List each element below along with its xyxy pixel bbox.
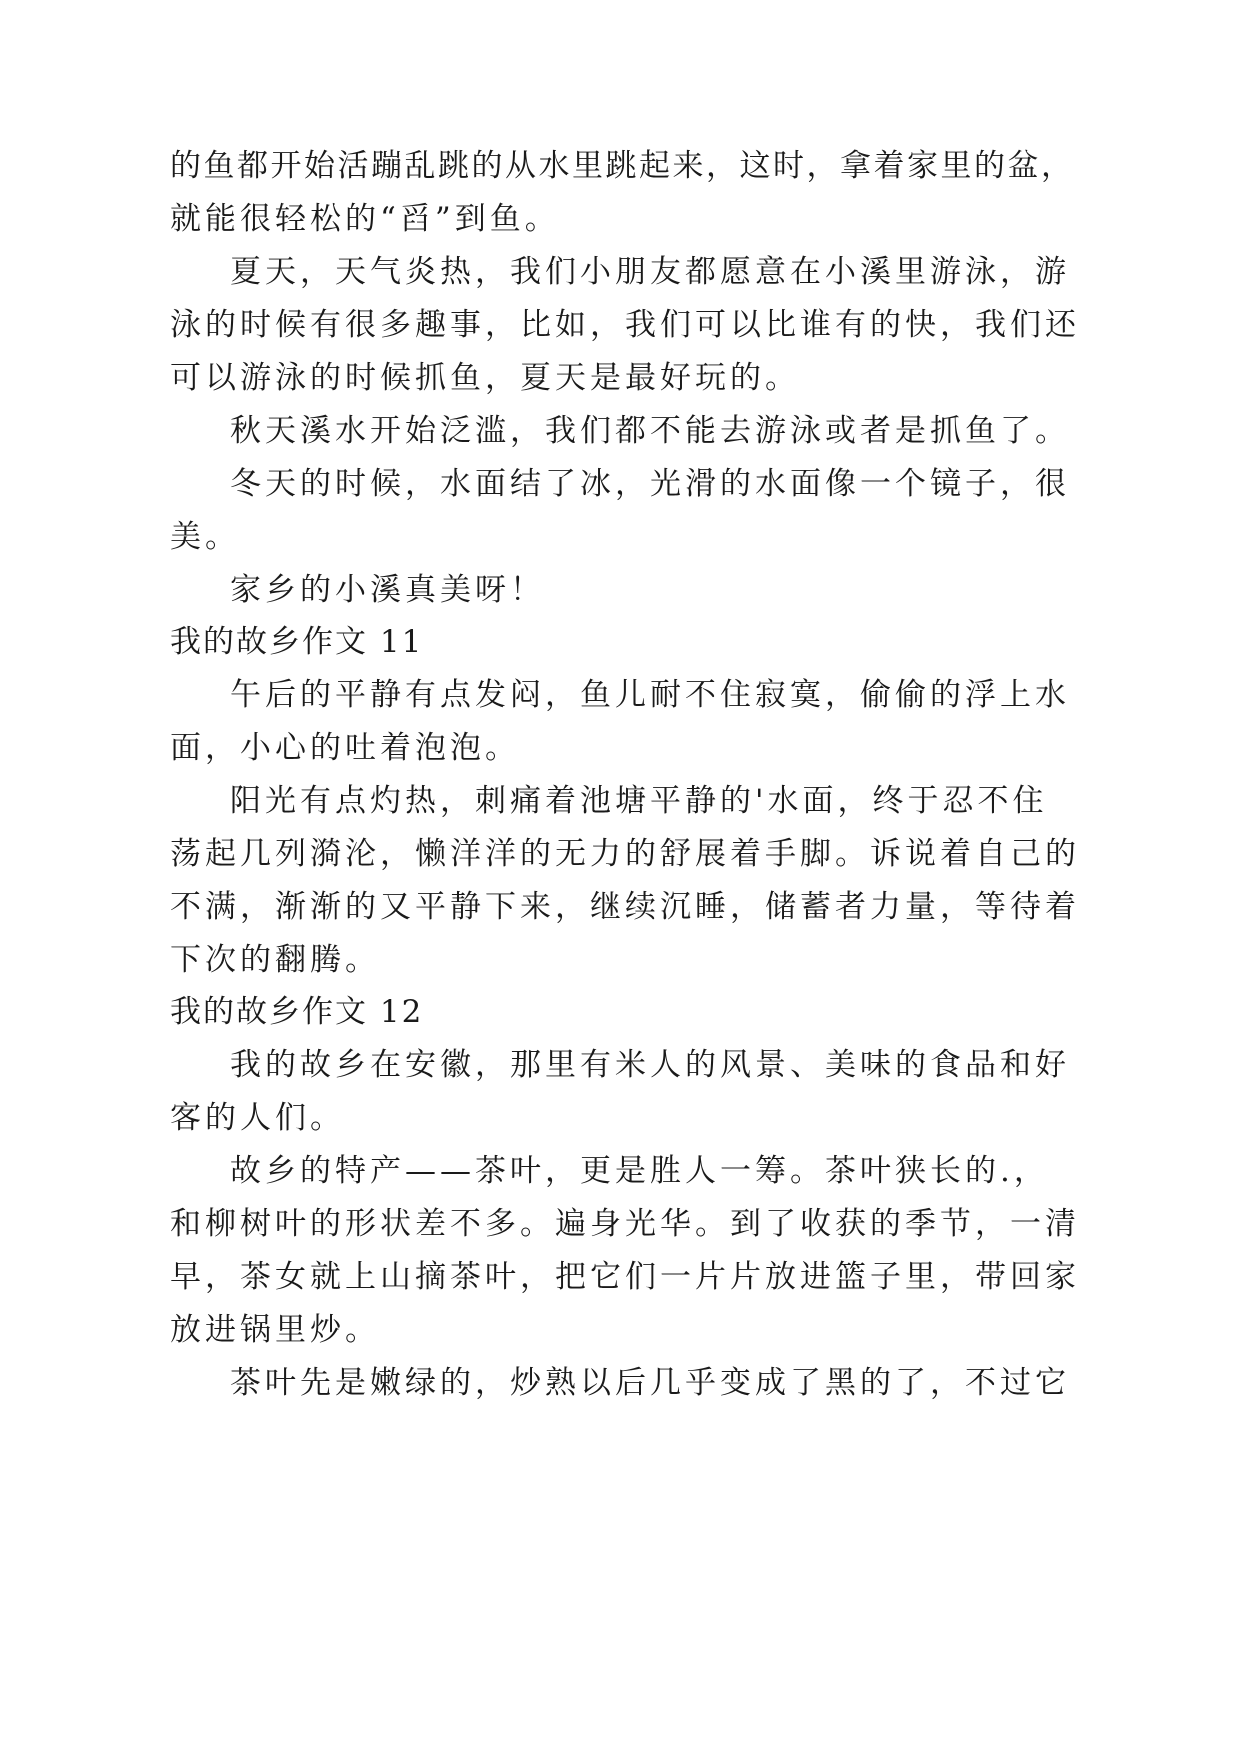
text-line: 客的人们。 — [170, 1100, 345, 1136]
text-line: 放进锅里炒。 — [170, 1312, 380, 1348]
text-line: 和柳树叶的形状差不多。遍身光华。到了收获的季节，一清 — [170, 1206, 1080, 1242]
text-line: 午后的平静有点发闷，鱼儿耐不住寂寞，偷偷的浮上水 — [230, 677, 1070, 713]
text-line: 早，茶女就上山摘茶叶，把它们一片片放进篮子里，带回家 — [170, 1259, 1080, 1295]
section-heading: 我的故乡作文 11 — [170, 624, 424, 660]
text-line: 家乡的小溪真美呀！ — [230, 572, 545, 608]
text-line: 秋天溪水开始泛滥，我们都不能去游泳或者是抓鱼了。 — [230, 413, 1070, 449]
text-line: 的鱼都开始活蹦乱跳的从水里跳起来，这时，拿着家里的盆， — [170, 148, 1075, 184]
text-line: 茶叶先是嫩绿的，炒熟以后几乎变成了黑的了，不过它 — [230, 1365, 1070, 1401]
text-line: 可以游泳的时候抓鱼，夏天是最好玩的。 — [170, 360, 800, 396]
text-line: 不满，渐渐的又平静下来，继续沉睡，储蓄者力量，等待着 — [170, 889, 1080, 925]
text-line: 荡起几列漪沦，懒洋洋的无力的舒展着手脚。诉说着自己的 — [170, 836, 1080, 872]
text-line: 面，小心的吐着泡泡。 — [170, 730, 520, 766]
text-line: 夏天，天气炎热，我们小朋友都愿意在小溪里游泳，游 — [230, 254, 1070, 290]
section-heading: 我的故乡作文 12 — [170, 994, 424, 1030]
text-line: 下次的翻腾。 — [170, 942, 380, 978]
text-line: 泳的时候有很多趣事，比如，我们可以比谁有的快，我们还 — [170, 307, 1080, 343]
text-line: 就能很轻松的“舀”到鱼。 — [170, 201, 560, 237]
text-line: 冬天的时候，水面结了冰，光滑的水面像一个镜子，很 — [230, 466, 1070, 502]
text-line: 我的故乡在安徽，那里有米人的风景、美味的食品和好 — [230, 1047, 1070, 1083]
text-line: 故乡的特产——茶叶，更是胜人一筹。茶叶狭长的.， — [230, 1153, 1049, 1189]
text-line: 美。 — [170, 519, 240, 555]
text-line: 阳光有点灼热，刺痛着池塘平静的'水面，终于忍不住 — [230, 783, 1048, 819]
